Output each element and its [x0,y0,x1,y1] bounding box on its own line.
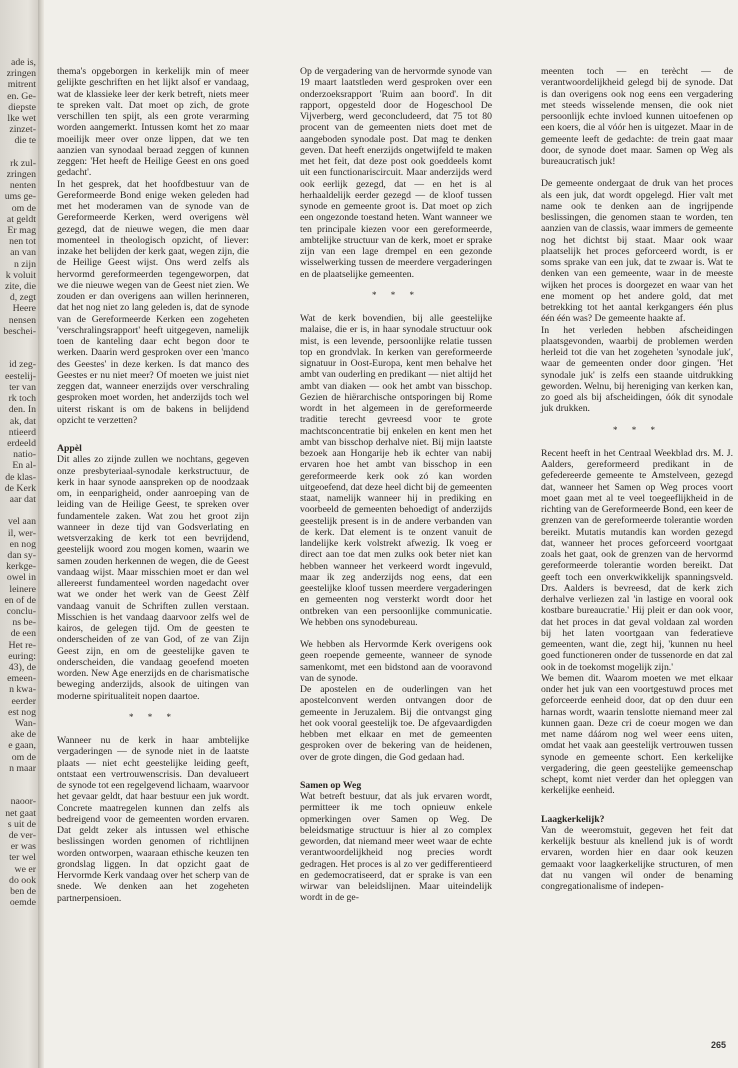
section-heading-appel: Appèl [57,443,82,454]
previous-page-fragment: ade is, zringen mitrent en. Ge- diepste lke wet zinzet- die te rk zul- zringen nenten ums ge- om de at geldt Er mag nen tot an van n zijn k voluit zite, die d, zegt Heere nensen beschei- id zeg- eestelij- ter van rk toch den. In ak, dat ntieerd erdeeld natio- En al- de klas- de Kerk aar dat vel aan il, wer- en nog dan sy- kerkge- owel in leinere en of de conclu- ns be- de een Het re- euring: 43), de emeen- n kwa- eerder est nog Wan- ake de e gaan, om de n maar naoor- net gaat s uit de de ver- er was ter wel we er do ook ben de oemde [3,57,36,909]
paragraph: In het gesprek, dat het hoofdbestuur van de Gereformeerde Bond enige weken geleden had met het moderamen van de synode van de Gereformeerde Kerken, werd overigens wèl gezegd, dat de nieuwe wegen, die men daar momenteel in theologisch opzicht, of liever: inzake het belijden der kerk gaat, wegen zijn, die de Heilige Geest wijst. Ons werd zelfs als hervormd gereformeerden tegengeworpen, dat we die nieuwe wegen van de Geest niet zien. We zouden er dan overigens aan willen herinneren, dat het nog niet zo lang geleden is, dat de synode van de Gereformeerde Kerken een zogeheten 'verschralingsrapport' heeft uitgegeven, namelijk toen de kanteling daar echt begon door te werken. Daarin werd gesproken over een 'manco des Geestes' in deze kerken. Is dat manco des Geestes er nu niet meer? Of moeten we juist niet zeggen dat, wanneer enerzijds over verschraling gesproken moet worden, het anderzijds toch wel uiterst riskant is om de bakens in belijdend opzicht te verzetten? [57,178,249,426]
column-2 [300,66,492,904]
section-divider: * * * [372,289,420,300]
paragraph: Op de vergadering van de hervormde synode van 19 maart laatstleden werd gesproken over een onderzoeksrapport 'Ruim aan boord'. In dit rapport, opgesteld door de Hogeschool De Vijverberg, werd geconcludeerd, dat 75 tot 80 procent van de gemeenten niets doet met de aangeboden synodale post. Dat mag te denken geven. Dat heeft enerzijds ongetwijfeld te maken met het feit, dat deze post ook goeddeels komt uit een functionariscircuit. Maar anderzijds werd ook eerlijk gezegd, dat — en het is al herhaaldelijk eerder gezegd — de kloof tussen synode en gemeente groot is. Dat moet op zich een ongezonde toestand heten. Want wanneer we ten principale kiezen voor een gereformeerde, ambtelijke structuur van de kerk, moet er sprake zijn van een lage drempel en een gezonde wisselwerking tussen de meerdere vergaderingen en de plaatselijke gemeenten. [300,66,492,280]
paragraph: Van de weeromstuit, gegeven het feit dat kerkelijk bestuur als knellend juk is of wordt ervaren, worden hier en daar ook keuzen gemaakt voor laagkerkelijke structuren, of men dat nu vangen wil onder de benaming congregationalisme of indepen- [541,824,733,892]
magazine-page [44,0,738,1068]
section-divider: * * * [613,424,661,435]
paragraph: Wat betreft bestuur, dat als juk ervaren wordt, permitteer ik me toch opnieuw enkele opmerkingen over Samen op Weg. De beleidsmatige structuur is hier al zo complex geworden, dat niemand meer weet waar de echte verantwoordelijkheid nog precies wordt gedragen. Het proces is al zo ver gedifferentieerd en gedemocratiseerd, dat er sprake is van een wirwar van beleidslijnen. Maar uiteindelijk wordt in de ge- [300,791,492,904]
paragraph: Wanneer nu de kerk in haar ambtelijke vergaderingen — de synode niet in de laatste plaats — niet echt geestelijke leiding geeft, ontstaat een vertrouwenscrisis. Dan devalueert de synode tot een regelgevend lichaam, waarvoor het gevaar geldt, dat haar bestuur een juk wordt. Concrete maatregelen kunnen dan zelfs als bedreigend voor de gemeenten worden ervaren. Dat geldt zeker als intussen wel ethische beslissingen worden genomen of richtlijnen worden ontworpen, waaraan ethische keuzen ten grondslag liggen. In dat opzicht gaat de Hervormde Kerk vandaag over het scherp van de snede. We denken aan het zogeheten partnerpensioen. [57,735,249,904]
column-3 [541,66,733,892]
paragraph: Recent heeft in het Centraal Weekblad drs. M. J. Aalders, gereformeerd predikant in de gefedereerde gemeente te Amstelveen, gezegd dat, wanneer het Samen op Weg proces voort moet gaan met al te veel toegeeflijkheid in de richting van de Gereformeerde Bond, een keer de grenzen van de gereformeerde tolerantie worden bereikt. Mutatis mutandis kan worden gezegd dat, wanneer het proces geforceerd voortgaat zoals het gaat, ook de grenzen van de hervormd gereformeerde tolerantie worden bereikt. Dat geeft toch een onverkwikkelijk spanningsveld. Drs. Aalders is bevreesd, dat de kerk zich derhalve verliezen zal 'in lastige en vooral ook kostbare bureaucratie.' Hij pleit er dan ook voor, dat het proces in dat geval voldaan zal worden bij het laten voortgaan van federatieve gemeenten, want die, zegt hij, 'kunnen nu heel goed functioneren onder de tussenorde en dat zal ook in de toekomst mogelijk zijn.' [541,447,733,673]
paragraph: Wat de kerk bovendien, bij alle geestelijke malaise, die er is, in haar synodale structuur ook mist, is een levende, persoonlijke relatie tussen top en grondvlak. In kerken van gereformeerde signatuur in Oost-Europa, kent men behalve het ambt van ouderling en predikant — niet altijd het ambt van diaken — ook het ambt van bisschop. Gezien de hiërarchische ontsporingen bij Rome wordt in het algemeen in de gereformeerde traditie terecht gevreesd voor te grote machtsconcentratie bij enkelen en kent men het ambt van bisschop derhalve niet. Bij mijn laatste bezoek aan Hongarije heb ik echter van nabij ervaren hoe het ambt van bisschop in een gereformeerde kerk ook zó kan worden uitgeoefend, dat deze heel dicht bij de gemeenten staat, namelijk wanneer hij in prediking en voorbeeld de gemeenten behoedigt of anderzijds geestelijk present is in de andere verbanden van de kerk. Dat element is te onzent vanuit de landelijke kerk volstrekt afwezig. Ik voeg er direct aan toe dat men zulks ook beter niet kan hebben wanneer het verkeerd wordt ingevuld, maar ik zeg anderzijds nog eens, dat een geestelijke kloof tussen meerdere vergaderingen en gemeenten nog versterkt wordt door het ontbreken van een persoonlijke communicatie. We hebben ons synodebureau. [300,313,492,628]
paragraph: thema's opgeborgen in kerkelijk min of meer gelijkte geschriften en het lijkt alsof er vandaag, wat de klassieke leer der kerk betreft, niets meer te spreken valt. Dat moet op zich, de grote verschillen ten spijt, als een grote verarming worden aangemerkt. Intussen komt het zo maar moeilijk meer over onze lippen, dat we ten aanzien van synodaal beraad zeggen of kunnen zeggen: 'Het heeft de Heilige Geest en ons goed gedacht'. [57,66,249,179]
page-number: 265 [710,1040,726,1050]
column-1 [57,66,249,904]
paragraph: Dit alles zo zijnde zullen we nochtans, gegeven onze presbyteriaal-synodale kerkstructuur, de kerk in haar synode aanspreken op de noodzaak om, in eenparigheid, onder aanroeping van de leiding van de Heilige Geest, te spreken over fundamentele zaken. Wat zou het groot zijn wanneer in deze tijd van Godsverlating en wetsverzaking de kerk tot een bevrijdend, geestelijk woord zou mogen komen, waarin we samen zouden herkennen de wegen, die de Geest vandaag wijst. Maar misschien moet er dan wel allereerst fundamenteel worden nagedacht over wat we onder het werk van de Geest Zèlf vandaag vanuit de Schriften zullen verstaan. Misschien is het vandaag daarvoor zelfs wel de kairos, de gelegen tijd. Om de geesten te onderscheiden of ze van God, of ze van Zijn Geest zijn, en om de geestelijke gaven te onderscheiden, die vandaag geoefend moeten worden. New Age enerzijds en de charismatische beweging anderzijds, alsook de uitingen van moderne spiritualiteit nopen daartoe. [57,454,249,702]
paragraph: De gemeente ondergaat de druk van het proces als een juk, dat wordt opgelegd. Hier valt met name ook te denken aan de ingrijpende beslissingen, die genomen staan te worden, ten aanzien van de classis, waar immers de gemeente nog het dichtst bij staat. Maar ook waar plaatselijk het proces geforceerd wordt, is er soms sprake van een juk, dat te zwaar is. Wat te denken van een gemeente, waar in de meeste wijken het proces is doorgezet en waar van het ene moment op het andere gold, dat met betrekking tot het aantal kerkgangers één plus één één was? De gemeente haakte af. [541,178,733,325]
section-divider: * * * [129,711,177,722]
paragraph: We bemen dit. Waarom moeten we met elkaar onder het juk van een voortgestuwd proces met geforceerde eenheid door, dat op den duur een harnas wordt, waarin tenslotte niemand meer zal kunnen gaan. Deze cri de coeur mogen we dan met name dáárom nog wel weer eens uiten, omdat het vaak aan geestelijk vertrouwen tussen synode en gemeente schort. Een kerkelijke vergadering, die geen geestelijke gemeenschap schept, komt niet verder dan het opleggen van kerkelijke eenheid. [541,672,733,797]
paragraph: De apostelen en de ouderlingen van het apostelconvent werden ontvangen door de gemeente in Jeruzalem. Bij die ontvangst ging het ook vooral geestelijk toe. De afgevaardigden hebben met elkaar en met de gemeenten gesproken over de bekering van de heidenen, over de grote dingen, die God gedaan had. [300,684,492,763]
paragraph: meenten toch — en terècht — de verantwoordelijkheid gelegd bij de synode. Dat is dan overigens ook nog eens een vergadering met steeds wisselende mensen, die ook niet persoonlijk echte invloed kunnen uitoefenen op een koers, die al vóór hen is uitgezet. Maar in de gemeente leeft de gedachte: de trein gaat maar door, de synode doet maar. Samen op Weg als bureaucratisch juk! [541,66,733,167]
previous-page-gutter [0,0,40,1068]
section-heading-samen-op-weg: Samen op Weg [300,779,362,791]
section-heading-laagkerkelijk: Laagkerkelijk? [541,813,605,825]
paragraph: We hebben als Hervormde Kerk overigens ook geen roepende gemeente, wanneer de synode samenkomt, met een bidstond aan de vooravond van de synode. [300,639,492,684]
paragraph: In het verleden hebben afscheidingen plaatsgevonden, waarbij de problemen werden herleid tot die van het zogeheten 'synodale juk', waar de gemeenten onder door gingen. 'Het synodale juk' is zelfs een staande uitdrukking geworden. Welnu, bij hereniging van kerken kan, zo goed als bij afscheidingen, óók dit synodale juk drukken. [541,324,733,415]
